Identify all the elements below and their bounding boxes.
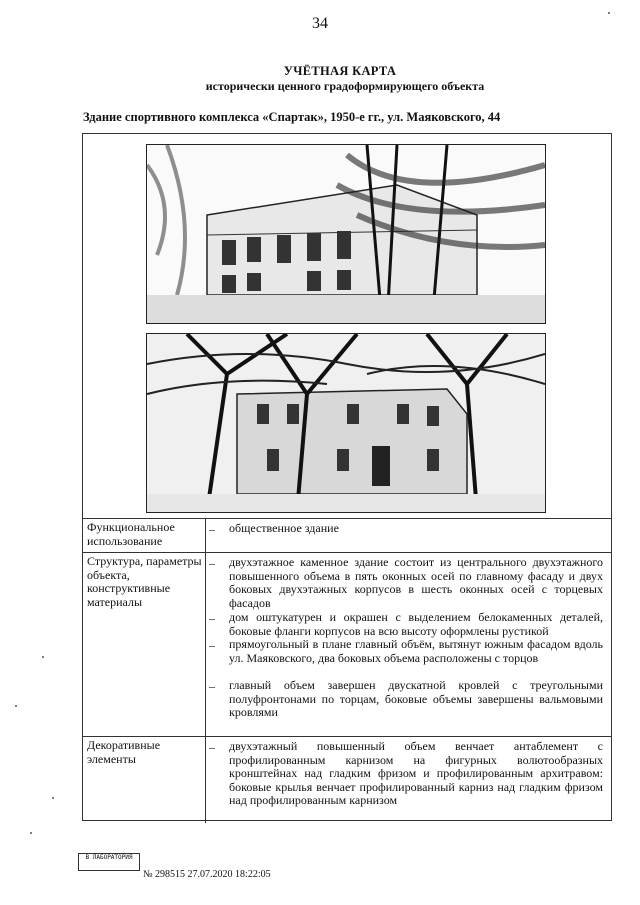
building-photo-front: [146, 144, 546, 324]
document-footer: № 298515 27.07.2020 18:22:05: [143, 869, 271, 880]
row-item: дом оштукатурен и окрашен с выделением белокаменных деталей, боковые фланги корпусов на всю высоту оформлены рустикой: [229, 610, 603, 638]
building-photo-side: [146, 333, 546, 513]
row-item: прямоугольный в плане главный объём, вытянут южным фасадом вдоль ул. Маяковского, два боковых объема расположены с торцов: [229, 637, 603, 665]
object-title: Здание спортивного комплекса «Спартак», 1950-е гг., ул. Маяковского, 44: [83, 110, 501, 124]
table-row: [83, 552, 611, 737]
row-item: двухэтажный повышенный объем венчает антаблемент с профилированным карнизом на фигурных волютообразных кронштейнах над гладким фризом и профилированным архитравом: боковые крылья венчает профилированный карниз над гладким фризом над профилированным карнизом: [229, 739, 603, 807]
row-dash: –: [209, 556, 215, 570]
row-item: общественное здание: [229, 521, 339, 535]
row-item: главный объем завершен двускатной кровлей с треугольными полуфронтонами по торцам, боковые объемы завершены вальмовыми кровлями: [229, 678, 603, 719]
row-label: Функциональное использование: [87, 520, 175, 548]
record-card: [82, 133, 612, 821]
card-subtitle: исторически ценного градоформирующего объекта: [205, 79, 485, 93]
row-dash: –: [209, 611, 215, 625]
row-dash: –: [209, 638, 215, 652]
lab-stamp: В ЛАБОРАТОРИЯ: [78, 853, 140, 871]
page-number: 34: [312, 15, 328, 32]
card-title: УЧЁТНАЯ КАРТА: [283, 64, 397, 78]
row-dash: –: [209, 740, 215, 754]
table-row: [83, 736, 611, 823]
row-dash: –: [209, 522, 215, 536]
row-label: Декоративные элементы: [87, 738, 161, 766]
row-item: двухэтажное каменное здание состоит из центрального двухэтажного повышенного объема в пять оконных осей по главному фасаду и двух боковых двухэтажных корпусов в шесть оконных осей с торцевых фасадов: [229, 555, 603, 610]
row-dash: –: [209, 679, 215, 693]
row-label: Структура, параметры объекта, конструктивные материалы: [87, 554, 202, 609]
table-row: [83, 518, 611, 553]
